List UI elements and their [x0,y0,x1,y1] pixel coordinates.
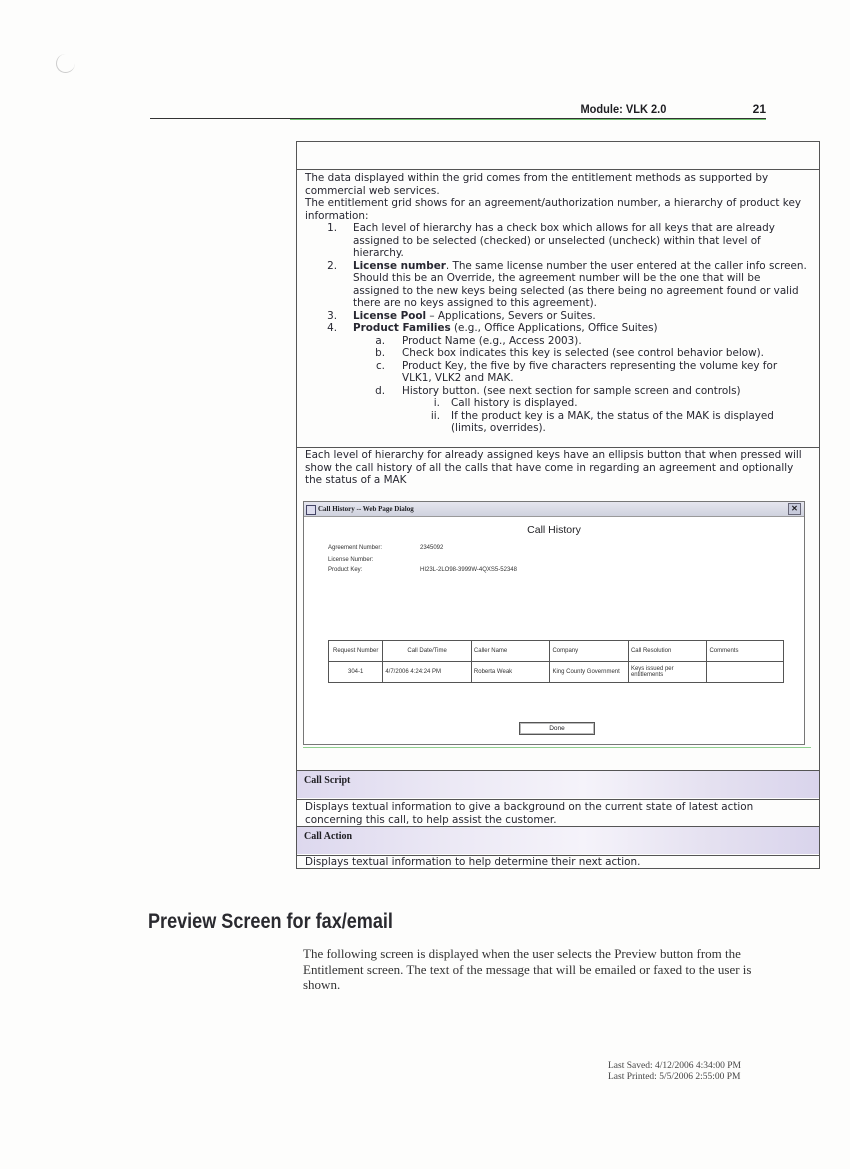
call-history-dialog [303,501,805,745]
section-heading: Preview Screen for fax/email [148,910,393,933]
module-label: Module: VLK 2.0 [580,102,666,116]
page-header [150,96,766,119]
done-button[interactable]: Done [519,722,595,735]
list-term: License number [353,259,446,272]
call-script-text: Displays textual information to give a background on the current state of latest action concerning this call, to help assist the customer. [305,801,754,826]
column-header: Call Date/Time [383,641,472,662]
call-history-table [328,640,784,683]
table-cell [707,662,784,683]
list-number: 3. [327,309,337,322]
list-item [305,260,807,310]
list-number: c. [375,359,385,372]
table-cell: Keys issued per entitlements [628,662,707,683]
table-cell: Roberta Weak [471,662,550,683]
list-text: Product Name (e.g., Access 2003). [402,334,582,347]
document-footer [608,1061,741,1083]
ellipsis-description: Each level of hierarchy for already assigned keys have an ellipsis button that when pressed will show the call history of all the calls that have come in regarding an agreement and optionally the status of a MAK [305,449,802,486]
call-action-text: Displays textual information to help determine their next action. [305,856,641,868]
list-text: Product Key, the five by five characters representing the volume key for VLK1, VLK2 and MAK. [402,359,778,384]
column-header: Caller Name [471,641,550,662]
call-action-header: Call Action [297,827,819,854]
list-number: 4. [327,322,337,334]
list-number: ii. [430,409,440,422]
column-header: Company [550,641,629,662]
call-script-header: Call Script [297,771,819,798]
sub-list-item [305,347,807,360]
list-number: a. [375,334,385,347]
list-text: If the product key is a MAK, the status of the MAK is displayed (limits, overrides). [451,409,774,434]
browser-icon [306,505,316,515]
table-header-row [329,641,784,662]
list-text: Each level of hierarchy has a check box which allows for all keys that are already assigned to be selected (checked) or unselected (uncheck) within that level of hierarchy. [353,222,775,259]
dialog-heading: Call History [527,524,581,536]
scan-mark [56,54,75,73]
list-number: d. [375,384,385,397]
section-body: The following screen is displayed when the user selects the Preview button from the Entitlement screen. The text of the message that will be emailed or faxed to the user is shown. [303,946,752,992]
row-divider [297,799,819,800]
list-number: 1. [327,222,337,234]
list-item [305,310,807,323]
list-number: b. [375,347,385,359]
agreement-number-value: 2345092 [420,545,444,551]
page-number: 21 [752,102,766,116]
column-header: Call Resolution [628,641,707,662]
intro-paragraph-1: The data displayed within the grid comes from the entitlement methods as supported by commercial web services. [305,172,769,197]
list-text: (e.g., Office Applications, Office Suites) [450,322,658,334]
grid-description [305,172,807,435]
row-divider [297,447,819,448]
list-number: i. [433,397,440,409]
sub-sub-list-item [305,410,807,435]
product-key-label: Product Key: [328,567,363,573]
column-header: Comments [707,641,784,662]
table-cell: 4/7/2006 4:24:24 PM [383,662,472,683]
product-key-value: HI23L-2LO98-3999W-4QXS5-52348 [420,567,517,573]
list-term: License Pool [353,309,427,322]
table-row [329,662,784,683]
table-cell: King County Government [550,662,629,683]
table-cell: 304-1 [329,662,383,683]
list-item [305,222,807,260]
key-info-list [305,222,807,435]
dialog-titlebar [304,502,804,517]
divider-line [303,747,811,748]
list-text: Check box indicates this key is selected (see control behavior below). [402,347,764,359]
list-text: Call history is displayed. [451,397,578,409]
sub-sub-list-item [305,397,807,410]
last-printed: Last Printed: 5/5/2006 2:55:00 PM [608,1072,741,1082]
list-text: – Applications, Severs or Suites. [426,309,596,322]
row-divider [297,169,819,170]
list-term: Product Families [353,322,451,334]
header-accent-line [290,119,766,120]
list-text: History button. (see next section for sample screen and controls) [402,384,741,397]
list-number: 2. [327,259,337,272]
agreement-number-label: Agreement Number: [328,545,383,551]
close-icon[interactable]: ✕ [788,503,801,515]
sub-list-item [305,335,807,348]
list-text: . The same license number the user entered at the caller info screen. Should this be an Override, the agreement number will be the one that will be assigned to the new keys being selected (as there being no agreement found or valid there are no keys assigned to this agreement). [353,259,807,309]
list-item [305,322,807,335]
dialog-title: Call History -- Web Page Dialog [318,505,414,513]
column-header: Request Number [329,641,383,662]
spec-table [296,141,820,869]
license-number-label: License Number: [328,557,374,563]
sub-list-item [305,360,807,385]
last-saved: Last Saved: 4/12/2006 4:34:00 PM [608,1061,741,1071]
sub-list-item [305,385,807,398]
intro-paragraph-2: The entitlement grid shows for an agreement/authorization number, a hierarchy of product key information: [305,197,801,222]
